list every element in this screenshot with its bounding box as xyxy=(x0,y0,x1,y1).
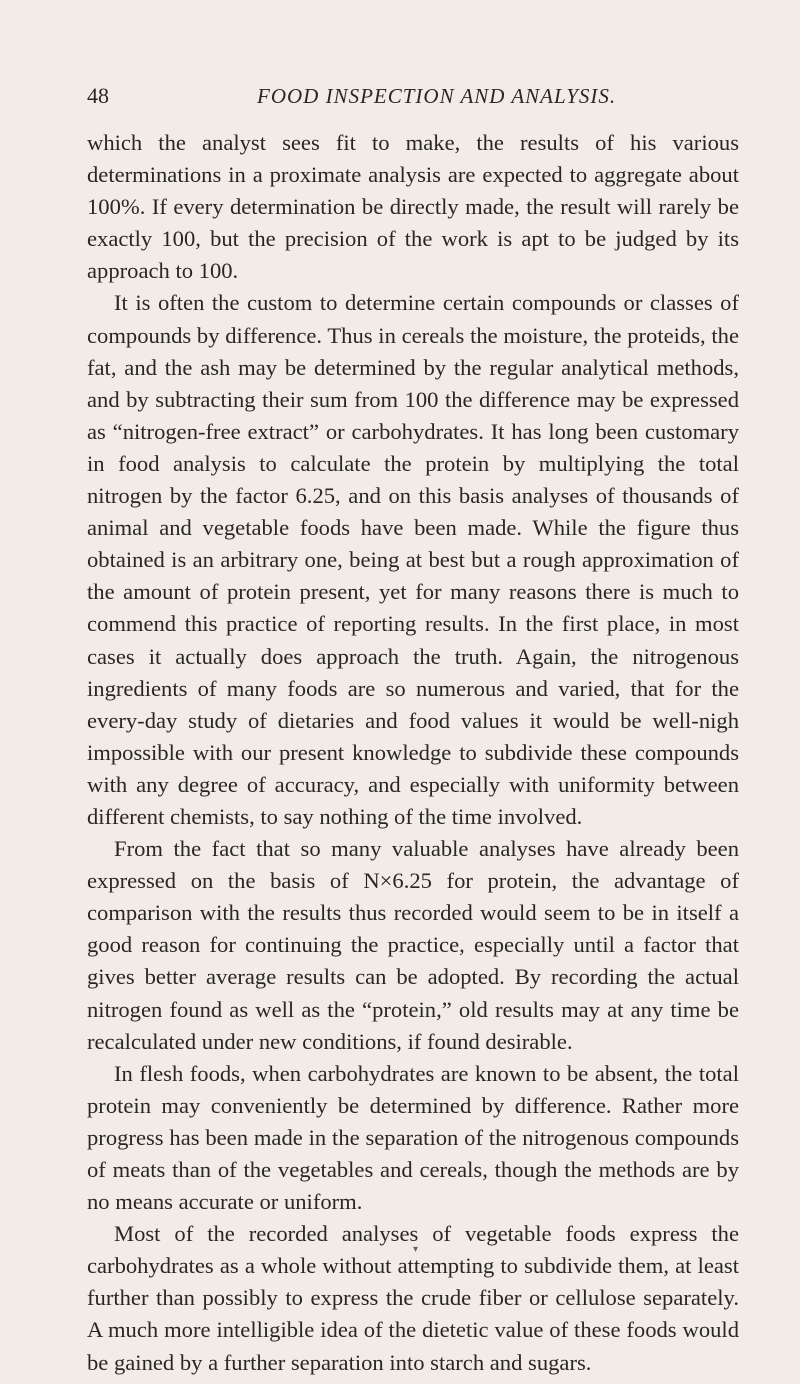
running-title: FOOD INSPECTION AND ANALYSIS. xyxy=(257,84,617,108)
paragraph-2: It is often the custom to determine certain compounds or classes of compounds by difference. Thus in cereals the moisture, the proteids, the fat, and the ash may be determined by the regular analytical methods, and by subtracting their sum from 100 the difference may be expressed as “nitrogen-free extract” or carbohydrates. It has long been customary in food analysis to calculate the protein by multiplying the total nitrogen by the factor 6.25, and on this basis analyses of thousands of animal and vegetable foods have been made. While the figure thus obtained is an arbitrary one, being at best but a rough approximation of the amount of protein present, yet for many reasons there is much to commend this practice of reporting results. In the first place, in most cases it actually does approach the truth. Again, the nitrogenous ingredients of many foods are so numerous and varied, that for the every-day study of dietaries and food values it would be well-nigh impossible with our present knowledge to subdivide these compounds with any degree of accuracy, and especially with uniformity between different chemists, to say nothing of the time involved. xyxy=(87,290,739,829)
ink-speck: ▾ xyxy=(413,1244,419,1255)
paragraph-5: Most of the recorded analyses of vegetable foods express the carbohydrates as a whole without attempting to subdivide them, at least further than possibly to express the crude fiber or cellulose separately. A much more intelligible idea of the dietetic value of these foods would be gained by a further separation into starch and sugars. xyxy=(87,1221,739,1375)
paragraph-1: which the analyst sees fit to make, the results of his various determinations in a proximate analysis are expected to aggregate about 100%. If every determination be directly made, the result will rarely be exactly 100, but the precision of the work is apt to be judged by its approach to 100. xyxy=(87,130,739,284)
paragraph-3: From the fact that so many valuable analyses have already been expressed on the basis of N×6.25 for protein, the advantage of comparison with the results thus recorded would seem to be in itself a good reason for continuing the practice, especially until a factor that gives better average results can be adopted. By recording the actual nitrogen found as well as the “protein,” old results may at any time be recalculated under new conditions, if found desirable. xyxy=(87,836,739,1054)
running-head xyxy=(87,83,737,113)
body-text xyxy=(87,127,739,1379)
paragraph-4: In flesh foods, when carbohydrates are known to be absent, the total protein may conveniently be determined by difference. Rather more progress has been made in the separation of the nitrogenous compounds of meats than of the vegetables and cereals, though the methods are by no means accurate or uniform. xyxy=(87,1060,739,1215)
page-number: 48 xyxy=(87,83,109,108)
